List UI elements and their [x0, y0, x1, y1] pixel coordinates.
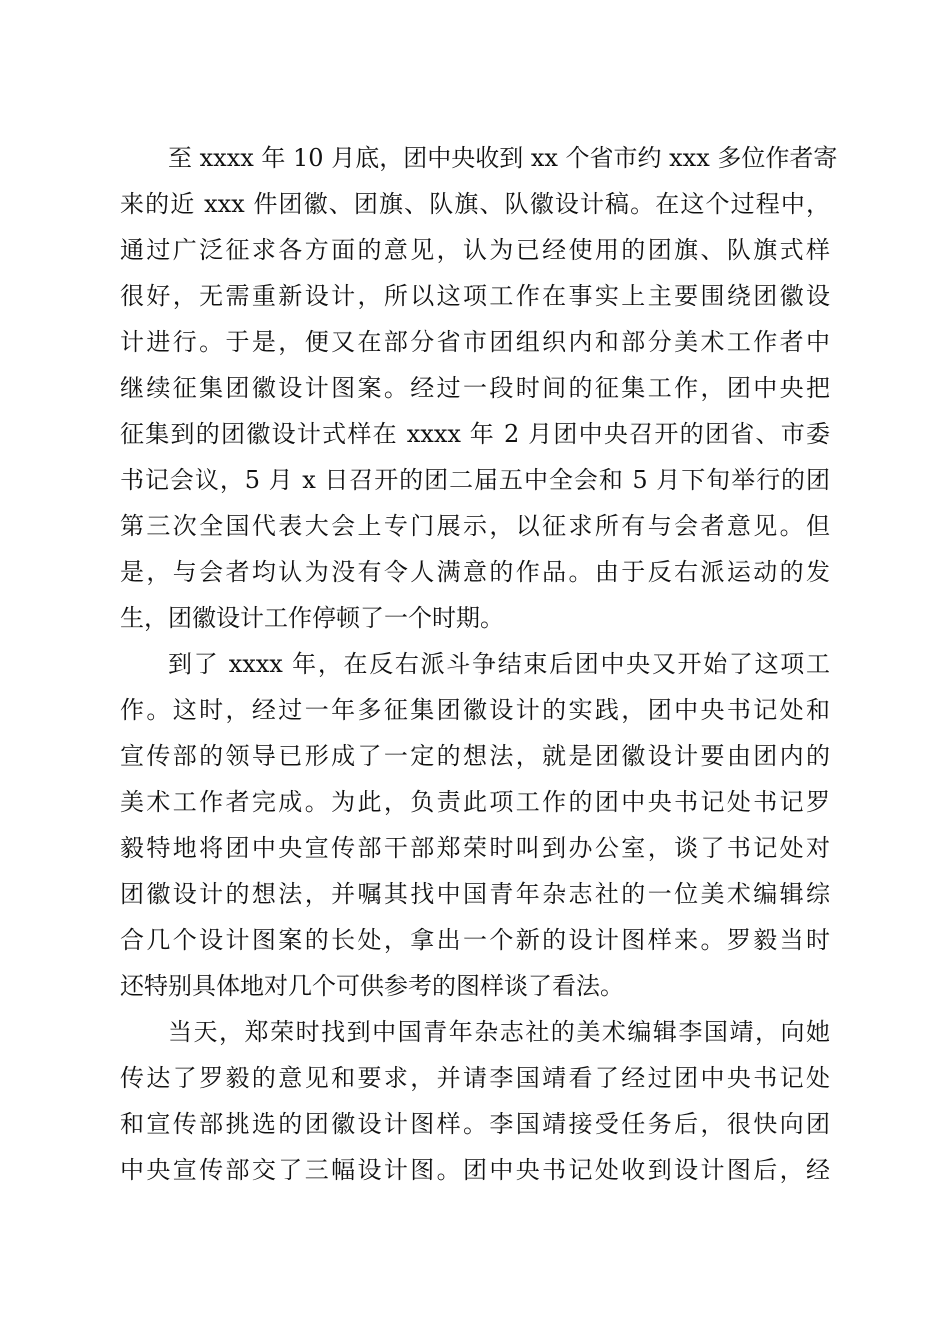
paragraph-1-line-1: 至 xxxx 年 10 月底，团中央收到 xx 个省市约 xxx 多位作者寄	[168, 144, 838, 172]
paragraph-2-line-5: 毅特地将团中央宣传部干部郑荣时叫到办公室，谈了书记处对	[120, 834, 830, 862]
paragraph-3-line-3: 和宣传部挑选的团徽设计图样。李国靖接受任务后，很快向团	[120, 1110, 830, 1138]
paragraph-1-line-9: 第三次全国代表大会上专门展示，以征求所有与会者意见。但	[120, 512, 830, 540]
paragraph-2-line-6: 团徽设计的想法，并嘱其找中国青年杂志社的一位美术编辑综	[120, 880, 830, 908]
paragraph-2-line-7: 合几个设计图案的长处，拿出一个新的设计图样来。罗毅当时	[120, 926, 830, 954]
paragraph-3-line-2: 传达了罗毅的意见和要求，并请李国靖看了经过团中央书记处	[120, 1064, 830, 1092]
paragraph-1-line-4: 很好，无需重新设计，所以这项工作在事实上主要围绕团徽设	[120, 282, 830, 310]
paragraph-1-line-2: 来的近 xxx 件团徽、团旗、队旗、队徽设计稿。在这个过程中，	[120, 190, 830, 218]
paragraph-1-line-7: 征集到的团徽设计式样在 xxxx 年 2 月团中央召开的团省、市委	[120, 420, 830, 448]
paragraph-1-line-8: 书记会议，5 月 x 日召开的团二届五中全会和 5 月下旬举行的团	[120, 466, 830, 494]
paragraph-1-line-3: 通过广泛征求各方面的意见，认为已经使用的团旗、队旗式样	[120, 236, 830, 264]
paragraph-3-line-1: 当天，郑荣时找到中国青年杂志社的美术编辑李国靖，向她	[168, 1018, 830, 1046]
paragraph-1-line-10: 是，与会者均认为没有令人满意的作品。由于反右派运动的发	[120, 558, 830, 586]
paragraph-2-line-4: 美术工作者完成。为此，负责此项工作的团中央书记处书记罗	[120, 788, 830, 816]
paragraph-3-line-4: 中央宣传部交了三幅设计图。团中央书记处收到设计图后，经	[120, 1156, 830, 1184]
paragraph-1-line-11: 生，团徽设计工作停顿了一个时期。	[120, 604, 504, 632]
paragraph-2-line-8: 还特别具体地对几个可供参考的图样谈了看法。	[120, 972, 624, 1000]
paragraph-2-line-2: 作。这时，经过一年多征集团徽设计的实践，团中央书记处和	[120, 696, 830, 724]
paragraph-2-line-3: 宣传部的领导已形成了一定的想法，就是团徽设计要由团内的	[120, 742, 830, 770]
paragraph-2-line-1: 到了 xxxx 年，在反右派斗争结束后团中央又开始了这项工	[168, 650, 830, 678]
paragraph-1-line-5: 计进行。于是，便又在部分省市团组织内和部分美术工作者中	[120, 328, 830, 356]
paragraph-1-line-6: 继续征集团徽设计图案。经过一段时间的征集工作，团中央把	[120, 374, 830, 402]
